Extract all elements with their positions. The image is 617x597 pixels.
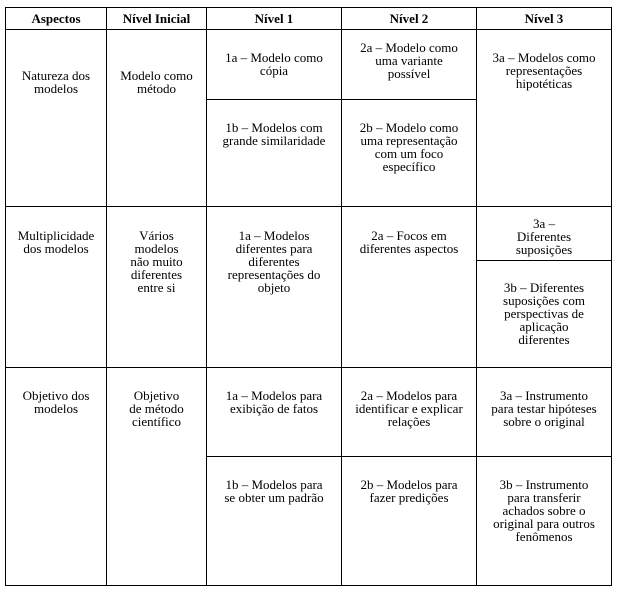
row2-initial: Vários modelos não muito diferentes entre si bbox=[130, 228, 183, 295]
row3-level3-b: 3b – Instrumento para transferir achados sobre o original para outros fenômenos bbox=[493, 477, 595, 544]
header-nivel-3: Nível 3 bbox=[524, 11, 564, 26]
header-nivel-2: Nível 2 bbox=[389, 11, 429, 26]
row-divider-2 bbox=[5, 367, 612, 368]
header-divider bbox=[5, 29, 612, 30]
row3-level1-3-subdivider bbox=[206, 456, 612, 457]
row2-level3-a: 3a – Diferentes suposições bbox=[515, 216, 573, 257]
row1-level1-b: 1b – Modelos com grande similaridade bbox=[222, 120, 326, 148]
row1-level3-a: 3a – Modelos como representações hipotéticas bbox=[492, 50, 596, 91]
border-bottom bbox=[5, 585, 612, 586]
row1-level1-2-subdivider bbox=[206, 99, 476, 100]
row1-level2-b: 2b – Modelo como uma representação com um foco específico bbox=[359, 120, 459, 174]
header-nivel-inicial: Nível Inicial bbox=[122, 11, 191, 26]
row3-level3-a: 3a – Instrumento para testar hipóteses sobre o original bbox=[491, 388, 597, 429]
row1-level1-a: 1a – Modelo como cópia bbox=[225, 50, 323, 78]
row2-level3-subdivider bbox=[476, 260, 612, 261]
row-divider-1 bbox=[5, 206, 612, 207]
row3-level2-a: 2a – Modelos para identificar e explicar relações bbox=[355, 388, 463, 429]
row2-level3-b: 3b – Diferentes suposições com perspectivas de aplicação diferentes bbox=[503, 280, 585, 347]
row1-aspect: Natureza dos modelos bbox=[21, 68, 91, 96]
row2-level1-a: 1a – Modelos diferentes para diferentes representações do objeto bbox=[227, 228, 321, 295]
border-right bbox=[611, 7, 612, 586]
row3-level1-b: 1b – Modelos para se obter um padrão bbox=[224, 477, 324, 505]
row2-level2-a: 2a – Focos em diferentes aspectos bbox=[359, 228, 459, 256]
row3-aspect: Objetivo dos modelos bbox=[22, 388, 90, 416]
header-nivel-1: Nível 1 bbox=[254, 11, 294, 26]
border-top bbox=[5, 7, 612, 8]
row1-level2-a: 2a – Modelo como uma variante possível bbox=[360, 40, 458, 81]
row3-initial: Objetivo de método científico bbox=[129, 388, 184, 429]
header-aspectos: Aspectos bbox=[31, 11, 81, 26]
row3-level2-b: 2b – Modelos para fazer predições bbox=[360, 477, 458, 505]
row2-aspect: Multiplicidade dos modelos bbox=[17, 228, 95, 256]
row1-initial: Modelo como método bbox=[120, 68, 193, 96]
row3-level1-a: 1a – Modelos para exibição de fatos bbox=[225, 388, 323, 416]
